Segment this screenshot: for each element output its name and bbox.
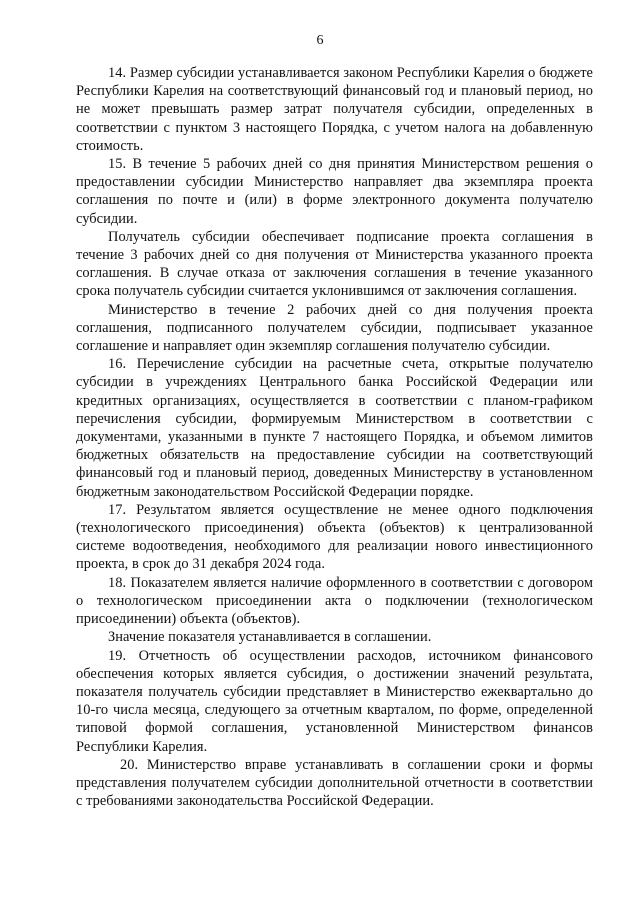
paragraph-indicator-value: Значение показателя устанавливается в соглашении.	[108, 629, 432, 646]
page-number: 6	[316, 33, 324, 48]
document-body	[76, 64, 593, 810]
paragraph-14-subsidy-amount: 14. Размер субсидии устанавливается законом Республики Карелия о бюджете Республики Карелия на соответствующий финансовый год и плановый период, но не может превышать размер затрат получателя субсидии, определенных в соответствии с пунктом 3 настоящего Порядка, с учетом налога на добавленную стоимость.	[76, 65, 593, 154]
paragraph-agreement-signing: Получатель субсидии обеспечивает подписание проекта соглашения в течение 3 рабочих дней со дня получения от Министерства указанного проекта соглашения. В случае отказа от заключения соглашения в течение указанного срока получатель субсидии считается уклонившимся от заключения соглашения.	[76, 228, 593, 300]
paragraph-ministry-signing: Министерство в течение 2 рабочих дней со дня получения проекта соглашения, подписанного получателем субсидии, подписывает указанное соглашение и направляет один экземпляр соглашения получателю субсидии.	[76, 301, 593, 355]
paragraph-18-indicator: 18. Показателем является наличие оформленного в соответствии с договором о технологическом присоединении акта о подключении (технологическом присоединении) объекта (объектов).	[76, 574, 593, 628]
paragraph-15-agreement-sending: 15. В течение 5 рабочих дней со дня принятия Министерством решения о предоставлении субсидии Министерство направляет два экземпляра проекта соглашения по почте и (или) в форме электронного документа получателю субсидии.	[76, 156, 593, 227]
paragraph-20-additional-reporting: 20. Министерство вправе устанавливать в соглашении сроки и формы представления получателем субсидии дополнительной отчетности в соответствии с требованиями законодательства Российской Федерации.	[76, 756, 593, 810]
paragraph-19-reporting: 19. Отчетность об осуществлении расходов, источником финансового обеспечения которых является субсидия, о достижении значений результата, показателя получатель субсидии представляет в Министерство ежеквартально до 10-го числа месяца, следующего за отчетным кварталом, по форме, определенной типовой формой соглашения, установленной Министерством финансов Республики Карелия.	[76, 647, 593, 755]
paragraph-16-transfer: 16. Перечисление субсидии на расчетные счета, открытые получателю субсидии в учреждениях Центрального банка Российской Федерации или кредитных организациях, осуществляется в соответствии с планом-графиком перечисления субсидии, формируемым Министерством в соответствии с документами, указанными в пункте 7 настоящего Порядка, и объемом лимитов бюджетных обязательств на предоставление субсидии на соответствующий финансовый год и плановый период, доведенных Министерству в установленном бюджетным законодательством Российской Федерации порядке.	[76, 356, 593, 500]
paragraph-17-result: 17. Результатом является осуществление не менее одного подключения (технологического присоединения) объекта (объектов) к централизованной системе водоотведения, необходимого для реализации нового инвестиционного проекта, в срок до 31 декабря 2024 года.	[76, 501, 593, 573]
